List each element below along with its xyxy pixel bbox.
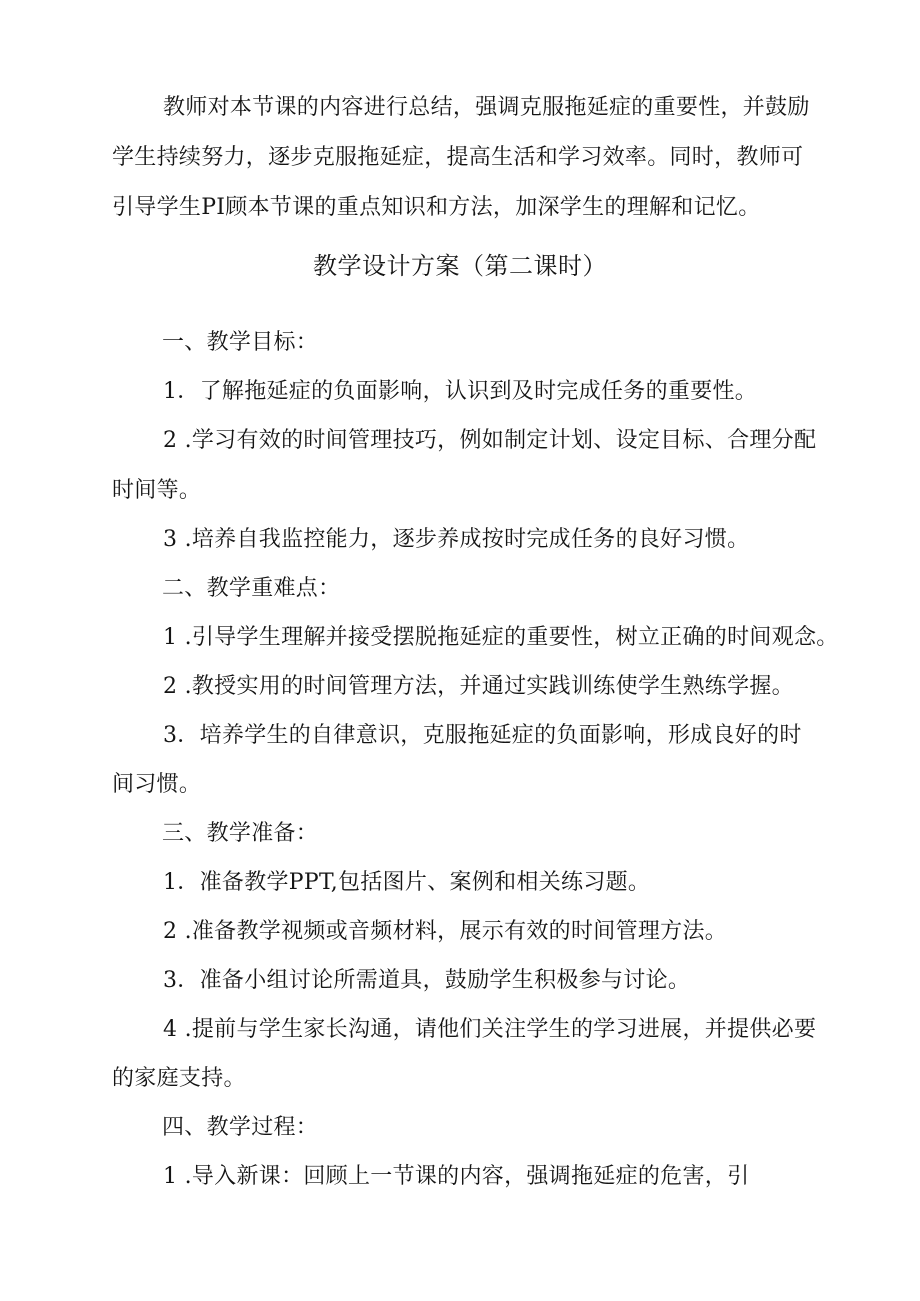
key-point-item-2: 2 .教授实用的时间管理方法，并通过实践训练使学生熟练学握。 (163, 674, 794, 699)
preparation-item-1: 1．准备教学PPT,包括图片、案例和相关练习题。 (163, 870, 651, 895)
key-point-item-3-line-2: 间习惯。 (112, 772, 202, 797)
objective-item-2-line-1: 2 .学习有效的时间管理技巧，例如制定计划、设定目标、合理分配 (163, 428, 817, 453)
objective-item-2-line-2: 时间等。 (112, 478, 202, 503)
preparation-item-4-line-1: 4 .提前与学生家长沟通，请他们关注学生的学习进展，并提供必要 (163, 1017, 817, 1042)
intro-line-1: 教师对本节课的内容进行总结，强调克服拖延症的重要性，并鼓励 (163, 95, 810, 120)
intro-line-3: 引导学生PI顾本节课的重点知识和方法，加深学生的理解和记忆。 (112, 195, 761, 220)
section-heading-process: 四、教学过程： (162, 1115, 319, 1140)
page-title: 教学设计方案（第二课时） (313, 252, 607, 280)
section-heading-preparation: 三、教学准备： (162, 821, 319, 846)
preparation-item-3: 3．准备小组讨论所需道具，鼓励学生积极参与讨论。 (163, 968, 691, 993)
key-point-item-3-line-1: 3．培养学生的自律意识，克服拖延症的负面影响，形成良好的时 (163, 723, 802, 748)
objective-item-1: 1．了解拖延症的负面影响，认识到及时完成任务的重要性。 (163, 379, 758, 404)
intro-line-2: 学生持续努力，逐步克服拖延症，提高生活和学习效率。同时，教师可 (112, 145, 804, 170)
objective-item-3: 3 .培养自我监控能力，逐步养成按时完成任务的良好习惯。 (163, 527, 750, 552)
preparation-item-2: 2 .准备教学视频或音频材料，展示有效的时间管理方法。 (163, 919, 728, 944)
preparation-item-4-line-2: 的家庭支持。 (112, 1066, 246, 1091)
process-item-1: 1 .导入新课：回顾上一节课的内容，强调拖延症的危害，引 (163, 1164, 750, 1189)
section-heading-key-points: 二、教学重难点： (162, 576, 341, 601)
section-heading-objectives: 一、教学目标： (162, 330, 319, 355)
key-point-item-1: 1 .引导学生理解并接受摆脱拖延症的重要性，树立正确的时间观念。 (163, 625, 839, 650)
